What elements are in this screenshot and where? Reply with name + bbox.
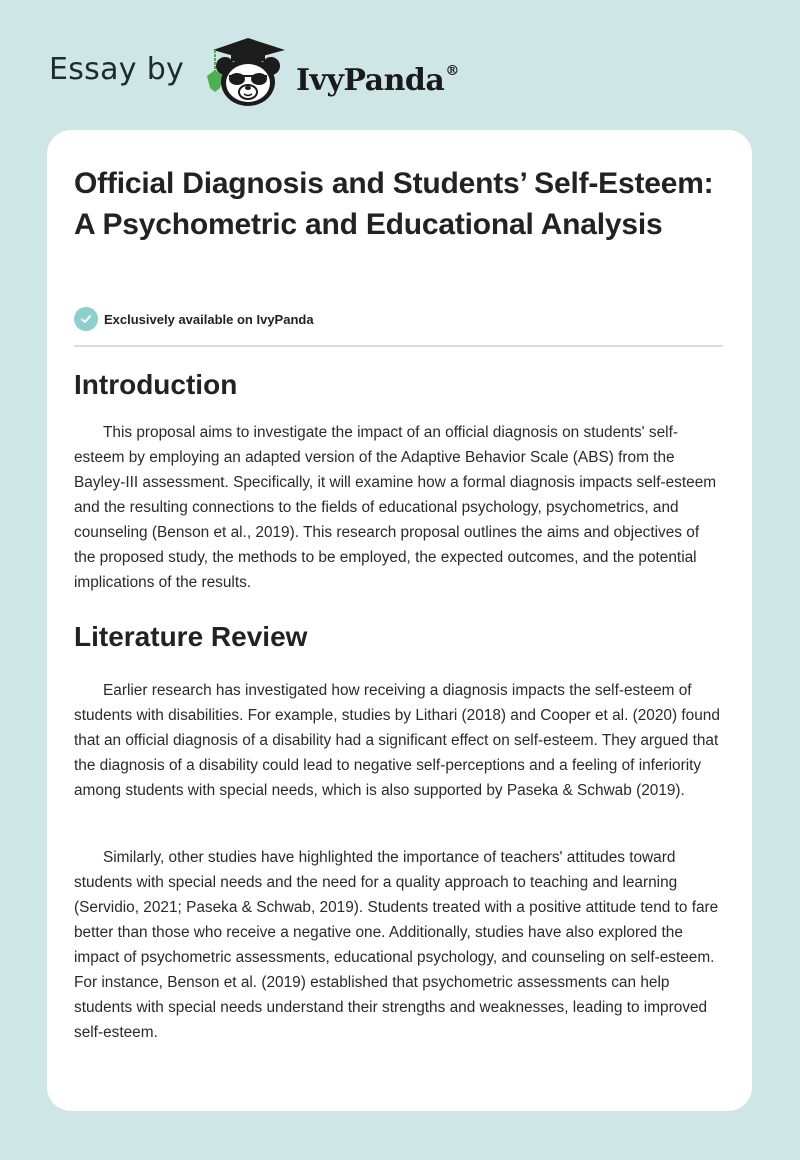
brand-name[interactable]: [296, 55, 459, 101]
brand-text: IvyPanda: [296, 63, 445, 98]
paragraph: This proposal aims to investigate the impact of an official diagnosis on students' self-esteem by employing an adapted version of the Adaptive Behavior Scale (ABS) from the Bayley-III assessment. Specifically, it will examine how a formal diagnosis impacts self-esteem and the resulting connections to the fields of educational psychology, psychometrics, and counseling (Benson et al., 2019). This research proposal outlines the aims and objectives of the proposed study, the methods to be employed, the expected outcomes, and the potential implications of the results.: [74, 424, 717, 591]
essay-by-label: Essay by: [49, 52, 185, 87]
exclusive-label: Exclusively available on IvyPanda: [104, 311, 314, 327]
essay-card: [47, 130, 752, 1111]
exclusive-badge: [74, 307, 314, 331]
check-circle-icon: [74, 307, 98, 331]
section-heading-introduction: Introduction: [74, 369, 238, 400]
registered-mark: ®: [445, 63, 459, 79]
panda-graduation-cap-icon[interactable]: [203, 36, 289, 108]
paragraph: Earlier research has investigated how receiving a diagnosis impacts the self-esteem of students with disabilities. For example, studies by Lithari (2018) and Cooper et al. (2020) found that an official diagnosis of a disability had a significant effect on self-esteem. They argued that the diagnosis of a disability could lead to negative self-perceptions and a feeling of inferiority among students with special needs, which is also supported by Paseka & Schwab (2019).: [74, 682, 720, 799]
page-title: Official Diagnosis and Students’ Self-Esteem: A Psychometric and Educational Analysis: [74, 167, 714, 241]
paragraph: Similarly, other studies have highlighted the importance of teachers' attitudes toward students with special needs and the need for a quality approach to teaching and learning (Servidio, 2021; Paseka & Schwab, 2019). Students treated with a positive attitude tend to fare better than those who receive a negative one. Additionally, studies have also explored the impact of psychometric assessments, educational psychology, and counseling on self-esteem. For instance, Benson et al. (2019) established that psychometric assessments can help students with special needs understand their strengths and weaknesses, leading to improved self-esteem.: [74, 849, 719, 1041]
divider: [74, 345, 723, 347]
section-heading-literature-review: Literature Review: [74, 621, 308, 652]
site-header: [0, 0, 800, 130]
